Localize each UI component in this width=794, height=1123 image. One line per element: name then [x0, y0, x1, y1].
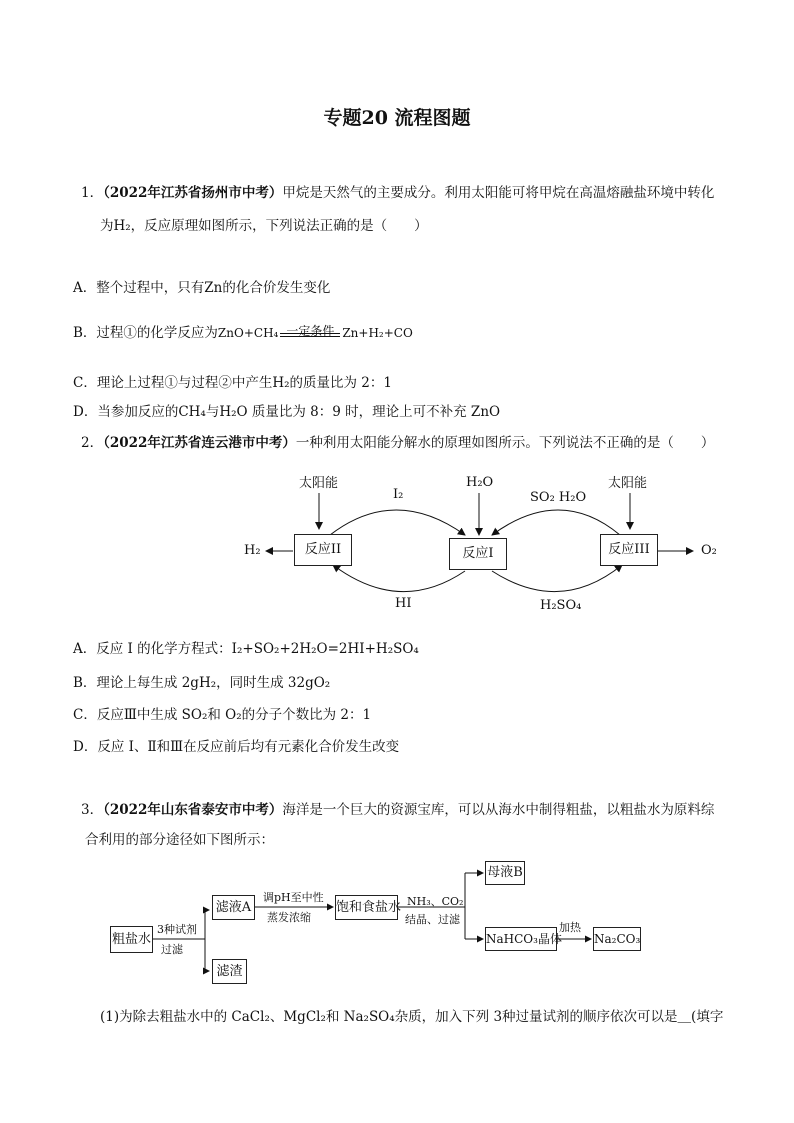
- q3-stem-line2: 合利用的部分途径如下图所示：: [85, 832, 274, 848]
- saturated-brine-box: 饱和食盐水: [335, 895, 398, 920]
- reaction-3-box: 反应III: [600, 534, 658, 566]
- hi-label: HI: [395, 596, 412, 611]
- step1-bottom-label: 过滤: [161, 943, 183, 956]
- reaction-1-box: 反应I: [449, 538, 507, 570]
- q1-stem-text: 甲烷是天然气的主要成分。利用太阳能可将甲烷在高温熔融盐环境中转化: [282, 185, 715, 201]
- step3-bottom-label: 结晶、过滤: [405, 913, 460, 926]
- q1-option-d: D．当参加反应的CH₄与H₂O 质量比为 8：9 时，理论上可不补充 ZnO: [73, 404, 501, 420]
- residue-box: 滤渣: [212, 959, 247, 984]
- mother-liquor-b-box: 母液B: [485, 861, 525, 885]
- q2-option-a: A．反应 I 的化学方程式：I₂+SO₂+2H₂O=2HI+H₂SO₄: [73, 641, 419, 657]
- q3-stem-line1: 3．（2022年山东省泰安市中考）海洋是一个巨大的资源宝库，可以从海水中制得粗盐，以粗盐水为原料综: [81, 802, 715, 818]
- q2-option-b: B．理论上每生成 2gH₂，同时生成 32gO₂: [73, 675, 331, 691]
- h2so4-label: H₂SO₄: [540, 598, 582, 613]
- filtrate-a-box: 滤液A: [212, 895, 255, 920]
- q1-condition: 一定条件: [286, 324, 335, 338]
- solar-energy-right-label: 太阳能: [608, 476, 648, 491]
- heat-label: 加热: [559, 921, 581, 934]
- crude-brine-box: 粗盐水: [110, 926, 153, 953]
- q1-number: 1．: [81, 185, 104, 201]
- q2-option-c: C．反应Ⅲ中生成 SO₂和 O₂的分子个数比为 2：1: [73, 707, 372, 723]
- q2-diagram: [230, 465, 730, 625]
- reaction-2-box: 反应II: [294, 534, 352, 566]
- na2co3-box: Na₂CO₃: [593, 927, 641, 951]
- step2-bottom-label: 蒸发浓缩: [267, 911, 311, 924]
- q1-stem-line1: [81, 184, 714, 202]
- q2-option-d: D．反应 I、Ⅱ和Ⅲ在反应前后均有元素化合价发生改变: [73, 739, 400, 755]
- h2-output-label: H₂: [244, 543, 261, 558]
- solar-energy-left-label: 太阳能: [299, 476, 339, 491]
- step2-top-label: 调pH至中性: [263, 891, 324, 904]
- q1-source: （2022年江苏省扬州市中考）: [103, 185, 283, 201]
- step3-top-label: NH₃、CO₂: [407, 895, 464, 908]
- i2-label: I₂: [393, 487, 404, 502]
- q1-option-a: A．整个过程中，只有Zn的化合价发生变化: [73, 280, 331, 296]
- water-input-label: H₂O: [466, 475, 494, 490]
- nahco3-crystal-box: NaHCO₃晶体: [485, 927, 557, 951]
- so2-h2o-label: SO₂ H₂O: [530, 490, 587, 505]
- q3-flow-diagram: [105, 855, 675, 990]
- q1-stem-line2: 为H₂，反应原理如图所示，下列说法正确的是（ ）: [100, 218, 428, 234]
- q1-option-b: B．过程①的化学反应为ZnO+CH₄ 一定条件 Zn+H₂+CO: [73, 324, 413, 341]
- q1-option-c: C．理论上过程①与过程②中产生H₂的质量比为 2：1: [73, 375, 392, 391]
- q3-subquestion-1: (1)为除去粗盐水中的 CaCl₂、MgCl₂和 Na₂SO₄杂质，加入下列 3种过量试剂的顺序依次可以是＿(填字: [100, 1009, 724, 1025]
- page-title: 专题20 流程图题: [323, 107, 471, 129]
- q2-stem: 2．（2022年江苏省连云港市中考）一种利用太阳能分解水的原理如图所示。下列说法不正确的是（ ）: [81, 435, 715, 451]
- o2-output-label: O₂: [701, 543, 717, 558]
- step1-top-label: 3种试剂: [157, 923, 197, 936]
